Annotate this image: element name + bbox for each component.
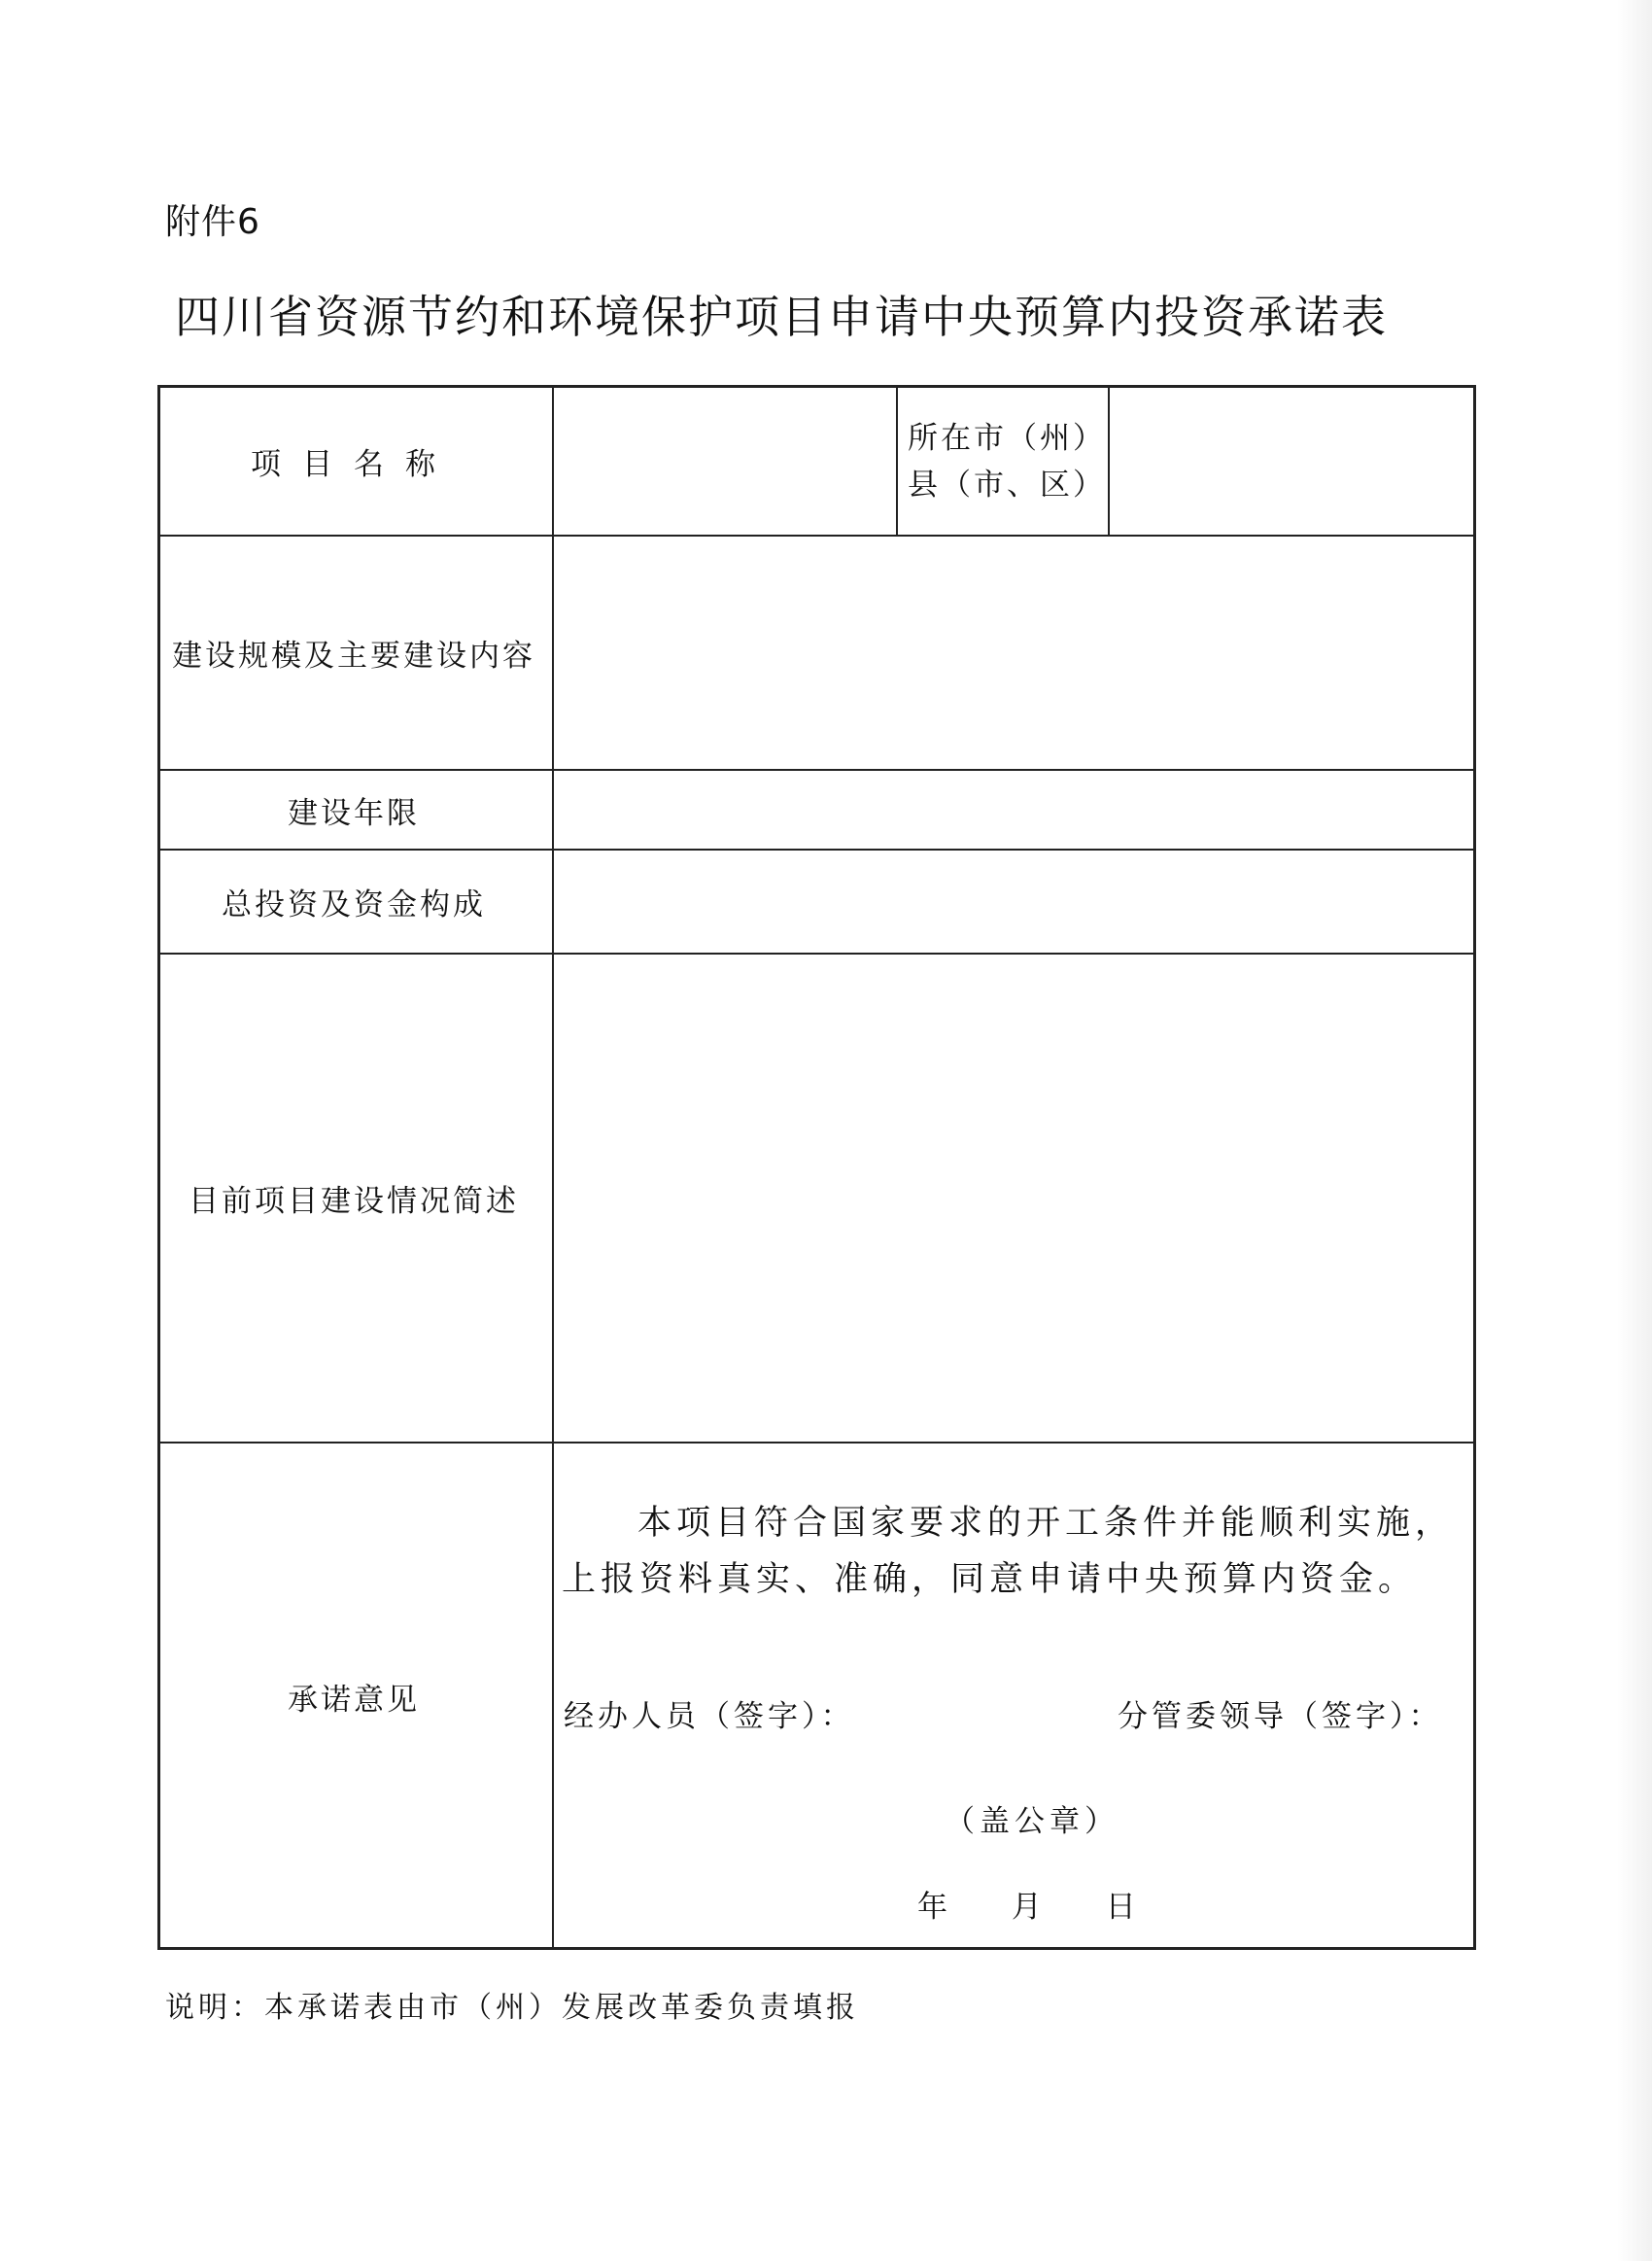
project-name-field[interactable] bbox=[556, 389, 894, 533]
construction-scale-field[interactable] bbox=[556, 539, 1473, 768]
project-status-field[interactable] bbox=[556, 957, 1473, 1441]
region-label-line1: 所在市（州） bbox=[908, 421, 1106, 456]
commitment-text bbox=[562, 1495, 1475, 1608]
column-divider bbox=[1108, 385, 1110, 537]
commitment-line-1: 本项目符合国家要求的开工条件并能顺利实施， bbox=[637, 1504, 1455, 1543]
project-status-label: 目前项目建设情况简述 bbox=[189, 1184, 519, 1219]
footnote: 说明：本承诺表由市（州）发展改革委负责填报 bbox=[165, 1991, 859, 2025]
form-title: 四川省资源节约和环境保护项目申请中央预算内投资承诺表 bbox=[175, 291, 1388, 343]
attachment-label: 附件6 bbox=[165, 202, 260, 242]
commitment-label: 承诺意见 bbox=[288, 1682, 420, 1718]
total-investment-field[interactable] bbox=[556, 852, 1473, 952]
scan-edge bbox=[1617, 0, 1652, 2261]
handler-signature-label: 经办人员（签字）： bbox=[564, 1699, 855, 1734]
construction-period-field[interactable] bbox=[556, 773, 1473, 848]
construction-period-label: 建设年限 bbox=[288, 795, 420, 831]
region-label-line2: 县（市、区） bbox=[908, 468, 1106, 503]
region-field[interactable] bbox=[1112, 389, 1471, 533]
leader-signature-label: 分管委领导（签字）： bbox=[1118, 1699, 1443, 1734]
total-investment-label: 总投资及资金构成 bbox=[222, 887, 486, 922]
project-name-label: 项目名称 bbox=[251, 446, 457, 482]
table-border-right bbox=[1473, 385, 1476, 1950]
official-seal-label: （盖公章） bbox=[945, 1804, 1119, 1839]
construction-scale-label: 建设规模及主要建设内容 bbox=[172, 639, 535, 674]
date-month: 月 bbox=[1011, 1890, 1042, 1925]
date-line bbox=[917, 1882, 1190, 1926]
column-divider bbox=[552, 385, 554, 1950]
date-day: 日 bbox=[1105, 1890, 1136, 1925]
region-label bbox=[898, 389, 1108, 535]
date-year: 年 bbox=[917, 1890, 947, 1925]
commitment-line-2: 上报资料真实、准确，同意申请中央预算内资金。 bbox=[562, 1560, 1418, 1599]
